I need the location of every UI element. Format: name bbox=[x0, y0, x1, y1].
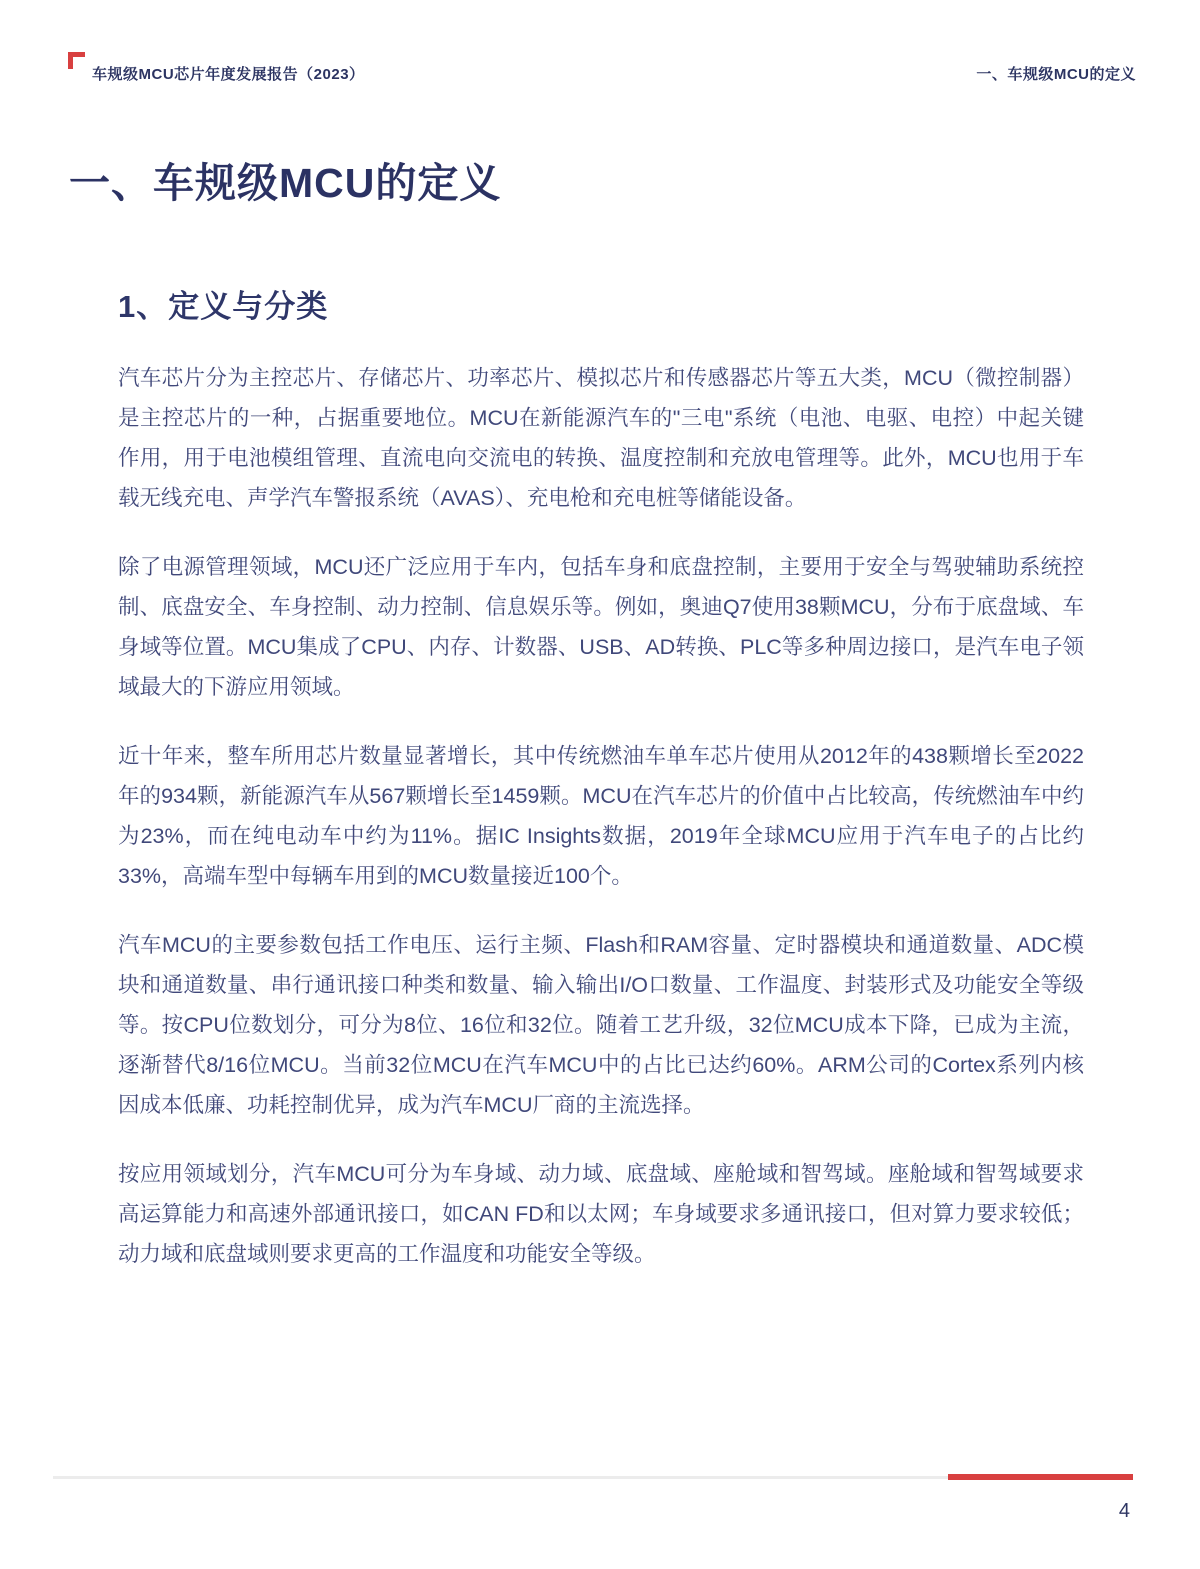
report-title: 车规级MCU芯片年度发展报告（2023） bbox=[92, 66, 365, 83]
page-number: 4 bbox=[1118, 1500, 1130, 1522]
chapter-label: 一、车规级MCU的定义 bbox=[976, 66, 1136, 83]
section-heading: 1、定义与分类 bbox=[118, 289, 329, 324]
paragraph: 汽车芯片分为主控芯片、存储芯片、功率芯片、模拟芯片和传感器芯片等五大类，MCU（微控制器）是主控芯片的一种，占据重要地位。MCU在新能源汽车的"三电"系统（电池、电驱、电控）中起关键作用，用于电池模组管理、直流电向交流电的转换、温度控制和充放电管理等。此外，MCU也用于车载无线充电、声学汽车警报系统（AVAS）、充电枪和充电桩等储能设备。 bbox=[118, 366, 1084, 510]
body-content bbox=[118, 358, 1084, 1303]
paragraph: 汽车MCU的主要参数包括工作电压、运行主频、Flash和RAM容量、定时器模块和通道数量、ADC模块和通道数量、串行通讯接口种类和数量、输入输出I/O口数量、工作温度、封装形式及功能安全等级等。按CPU位数划分，可分为8位、16位和32位。随着工艺升级，32位MCU成本下降，已成为主流，逐渐替代8/16位MCU。当前32位MCU在汽车MCU中的占比已达约60%。ARM公司的Cortex系列内核因成本低廉、功耗控制优异，成为汽车MCU厂商的主流选择。 bbox=[118, 933, 1084, 1117]
paragraph: 近十年来，整车所用芯片数量显著增长，其中传统燃油车单车芯片使用从2012年的438颗增长至2022年的934颗，新能源汽车从567颗增长至1459颗。MCU在汽车芯片的价值中占比较高，传统燃油车中约为23%，而在纯电动车中约为11%。据IC Insights数据，2019年全球MCU应用于汽车电子的占比约33%，高端车型中每辆车用到的MCU数量接近100个。 bbox=[118, 744, 1084, 888]
corner-bracket-icon bbox=[68, 52, 85, 69]
page-title: 一、车规级MCU的定义 bbox=[69, 160, 502, 206]
paragraph: 除了电源管理领域，MCU还广泛应用于车内，包括车身和底盘控制，主要用于安全与驾驶辅助系统控制、底盘安全、车身控制、动力控制、信息娱乐等。例如，奥迪Q7使用38颗MCU，分布于底盘域、车身域等位置。MCU集成了CPU、内存、计数器、USB、AD转换、PLC等多种周边接口，是汽车电子领域最大的下游应用领域。 bbox=[118, 555, 1084, 699]
paragraph: 按应用领域划分，汽车MCU可分为车身域、动力域、底盘域、座舱域和智驾域。座舱域和智驾域要求高运算能力和高速外部通讯接口，如CAN FD和以太网；车身域要求多通讯接口，但对算力要求较低；动力域和底盘域则要求更高的工作温度和功能安全等级。 bbox=[118, 1162, 1084, 1266]
page-header bbox=[68, 55, 1136, 84]
footer-accent-bar bbox=[948, 1474, 1133, 1480]
header-left bbox=[68, 55, 365, 84]
